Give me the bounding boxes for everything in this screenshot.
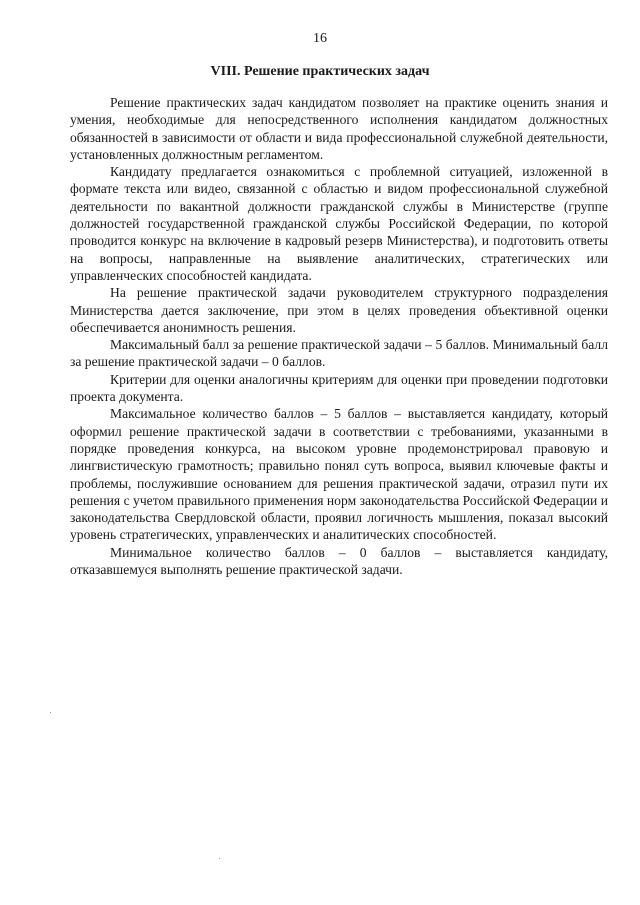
section-title: VIII. Решение практических задач bbox=[210, 64, 430, 79]
document-body bbox=[70, 94, 608, 578]
paragraph-intro: Решение практических задач кандидатом позволяет на практике оценить знания и умения, необходимые для непосредственного исполнения кандидатом должностных обязанностей в зависимости от области и вида профессиональной служебной деятельности, установленных должностным регламентом. bbox=[70, 95, 608, 162]
paragraph-max-score: Максимальное количество баллов – 5 баллов – выставляется кандидату, который оформил решение практической задачи в соответствии с требованиями, указанными в порядке проведения конкурса, на высоком уровне продемонстрировал правовую и лингвистическую грамотность; правильно понял суть вопроса, выявил ключевые факты и проблемы, послужившие основанием для решения практической задачи, отразил пути их решения с учетом правильного применения норм законодательства Российской Федерации и законодательства Свердловской области, проявил логичность мышления, показал высокий уровень стратегических, управленческих и аналитических способностей. bbox=[70, 406, 608, 543]
paragraph-criteria: Критерии для оценки аналогичны критериям для оценки при проведении подготовки проекта документа. bbox=[70, 371, 608, 405]
paragraph-score-range: Максимальный балл за решение практической задачи – 5 баллов. Минимальный балл за решение практической задачи – 0 баллов. bbox=[70, 337, 608, 370]
paragraph-task-description: Кандидату предлагается ознакомиться с проблемной ситуацией, изложенной в формате текста или видео, связанной с областью и видом профессиональной служебной деятельности по вакантной должности гражданской службы в Министерстве (группе должностей государственной гражданской службы Российской Федерации, по которой проводится конкурс на включение в кадровый резерв Министерства), и подготовить ответы на вопросы, направленные на выявление аналитических, стратегических или управленческих способностей кандидата. bbox=[70, 164, 608, 283]
page-number: 16 bbox=[313, 31, 327, 46]
scan-speck bbox=[50, 712, 51, 713]
paragraph-min-score: Минимальное количество баллов – 0 баллов – выставляется кандидату, отказавшемуся выполнять решение практической задачи. bbox=[70, 544, 608, 578]
paragraph-conclusion: На решение практической задачи руководителем структурного подразделения Министерства дается заключение, при этом в целях проведения объективной оценки обеспечивается анонимность решения. bbox=[70, 285, 608, 335]
scan-speck bbox=[219, 858, 220, 859]
